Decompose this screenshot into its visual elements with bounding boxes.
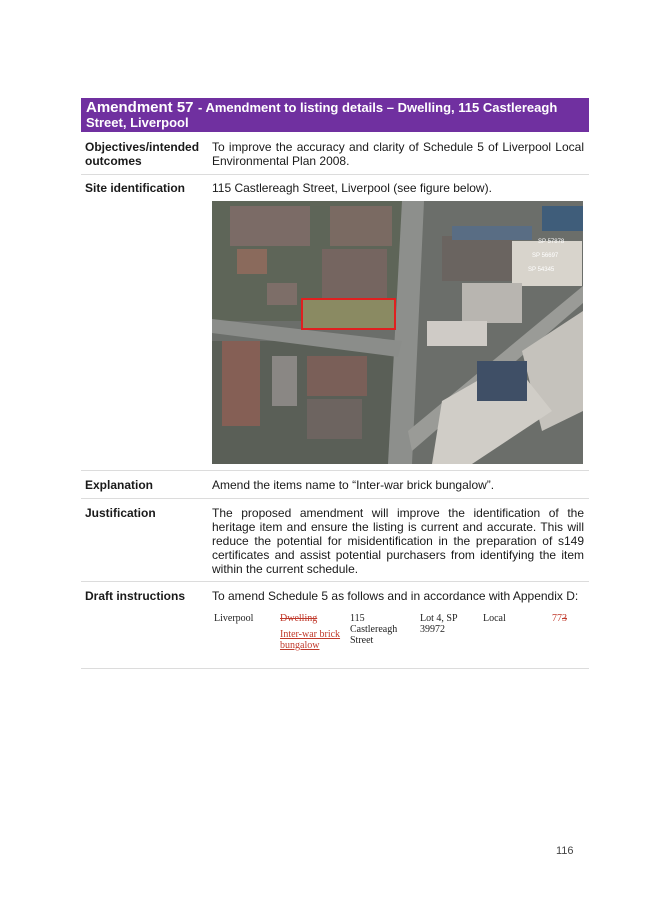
site-aerial-map <box>212 201 583 464</box>
objectives-label: Objectives/intended outcomes <box>85 140 200 168</box>
subject-site-outline <box>302 299 395 329</box>
amendment-header <box>81 98 589 132</box>
schedule-lot: Lot 4, SP 39972 <box>420 613 458 635</box>
amendment-title: - Amendment to listing details – Dwelling, 115 Castlereagh Street, Liverpool <box>86 100 558 130</box>
draft-instructions-value: To amend Schedule 5 as follows and in accordance with Appendix D: <box>212 589 579 603</box>
amendment-number: Amendment 57 <box>86 99 194 116</box>
page-number: 116 <box>556 845 574 857</box>
objectives-value: To improve the accuracy and clarity of Schedule 5 of Liverpool Local Environmental Plan 2008. <box>212 140 584 168</box>
explanation-label: Explanation <box>85 478 154 492</box>
schedule-item-name <box>280 613 342 651</box>
site-identification-value: 115 Castlereagh Street, Liverpool (see figure below). <box>212 181 492 195</box>
explanation-value: Amend the items name to “Inter-war brick bungalow”. <box>212 478 495 492</box>
schedule-item-number <box>552 613 567 624</box>
draft-instructions-label: Draft instructions <box>85 589 186 603</box>
explanation-row <box>81 471 589 499</box>
schedule-name-deleted: Dwelling <box>280 613 318 624</box>
schedule-significance: Local <box>483 613 506 624</box>
site-identification-label: Site identification <box>85 181 186 195</box>
objectives-row <box>81 137 589 175</box>
map-label-sp2: SP 56697 <box>532 253 559 259</box>
justification-value: The proposed amendment will improve the identification of the heritage item and ensure the listing is current and accurate. This will reduce the potential for misidentification in the preparation of s149 certificates and assist potential purchasers from identifying the item within the current schedule. <box>212 506 584 576</box>
schedule-item-number-deleted: 3 <box>562 613 567 624</box>
schedule-item-number-current: 77 <box>552 613 562 624</box>
map-label-sp1: SP 57878 <box>538 239 565 245</box>
justification-label: Justification <box>85 506 156 520</box>
schedule-address: 115 Castlereagh Street <box>350 613 398 646</box>
schedule-name-inserted: Inter-war brick bungalow <box>280 629 341 651</box>
map-label-sp3: SP 54345 <box>528 267 555 273</box>
schedule-suburb: Liverpool <box>214 613 254 624</box>
justification-row <box>81 499 589 582</box>
